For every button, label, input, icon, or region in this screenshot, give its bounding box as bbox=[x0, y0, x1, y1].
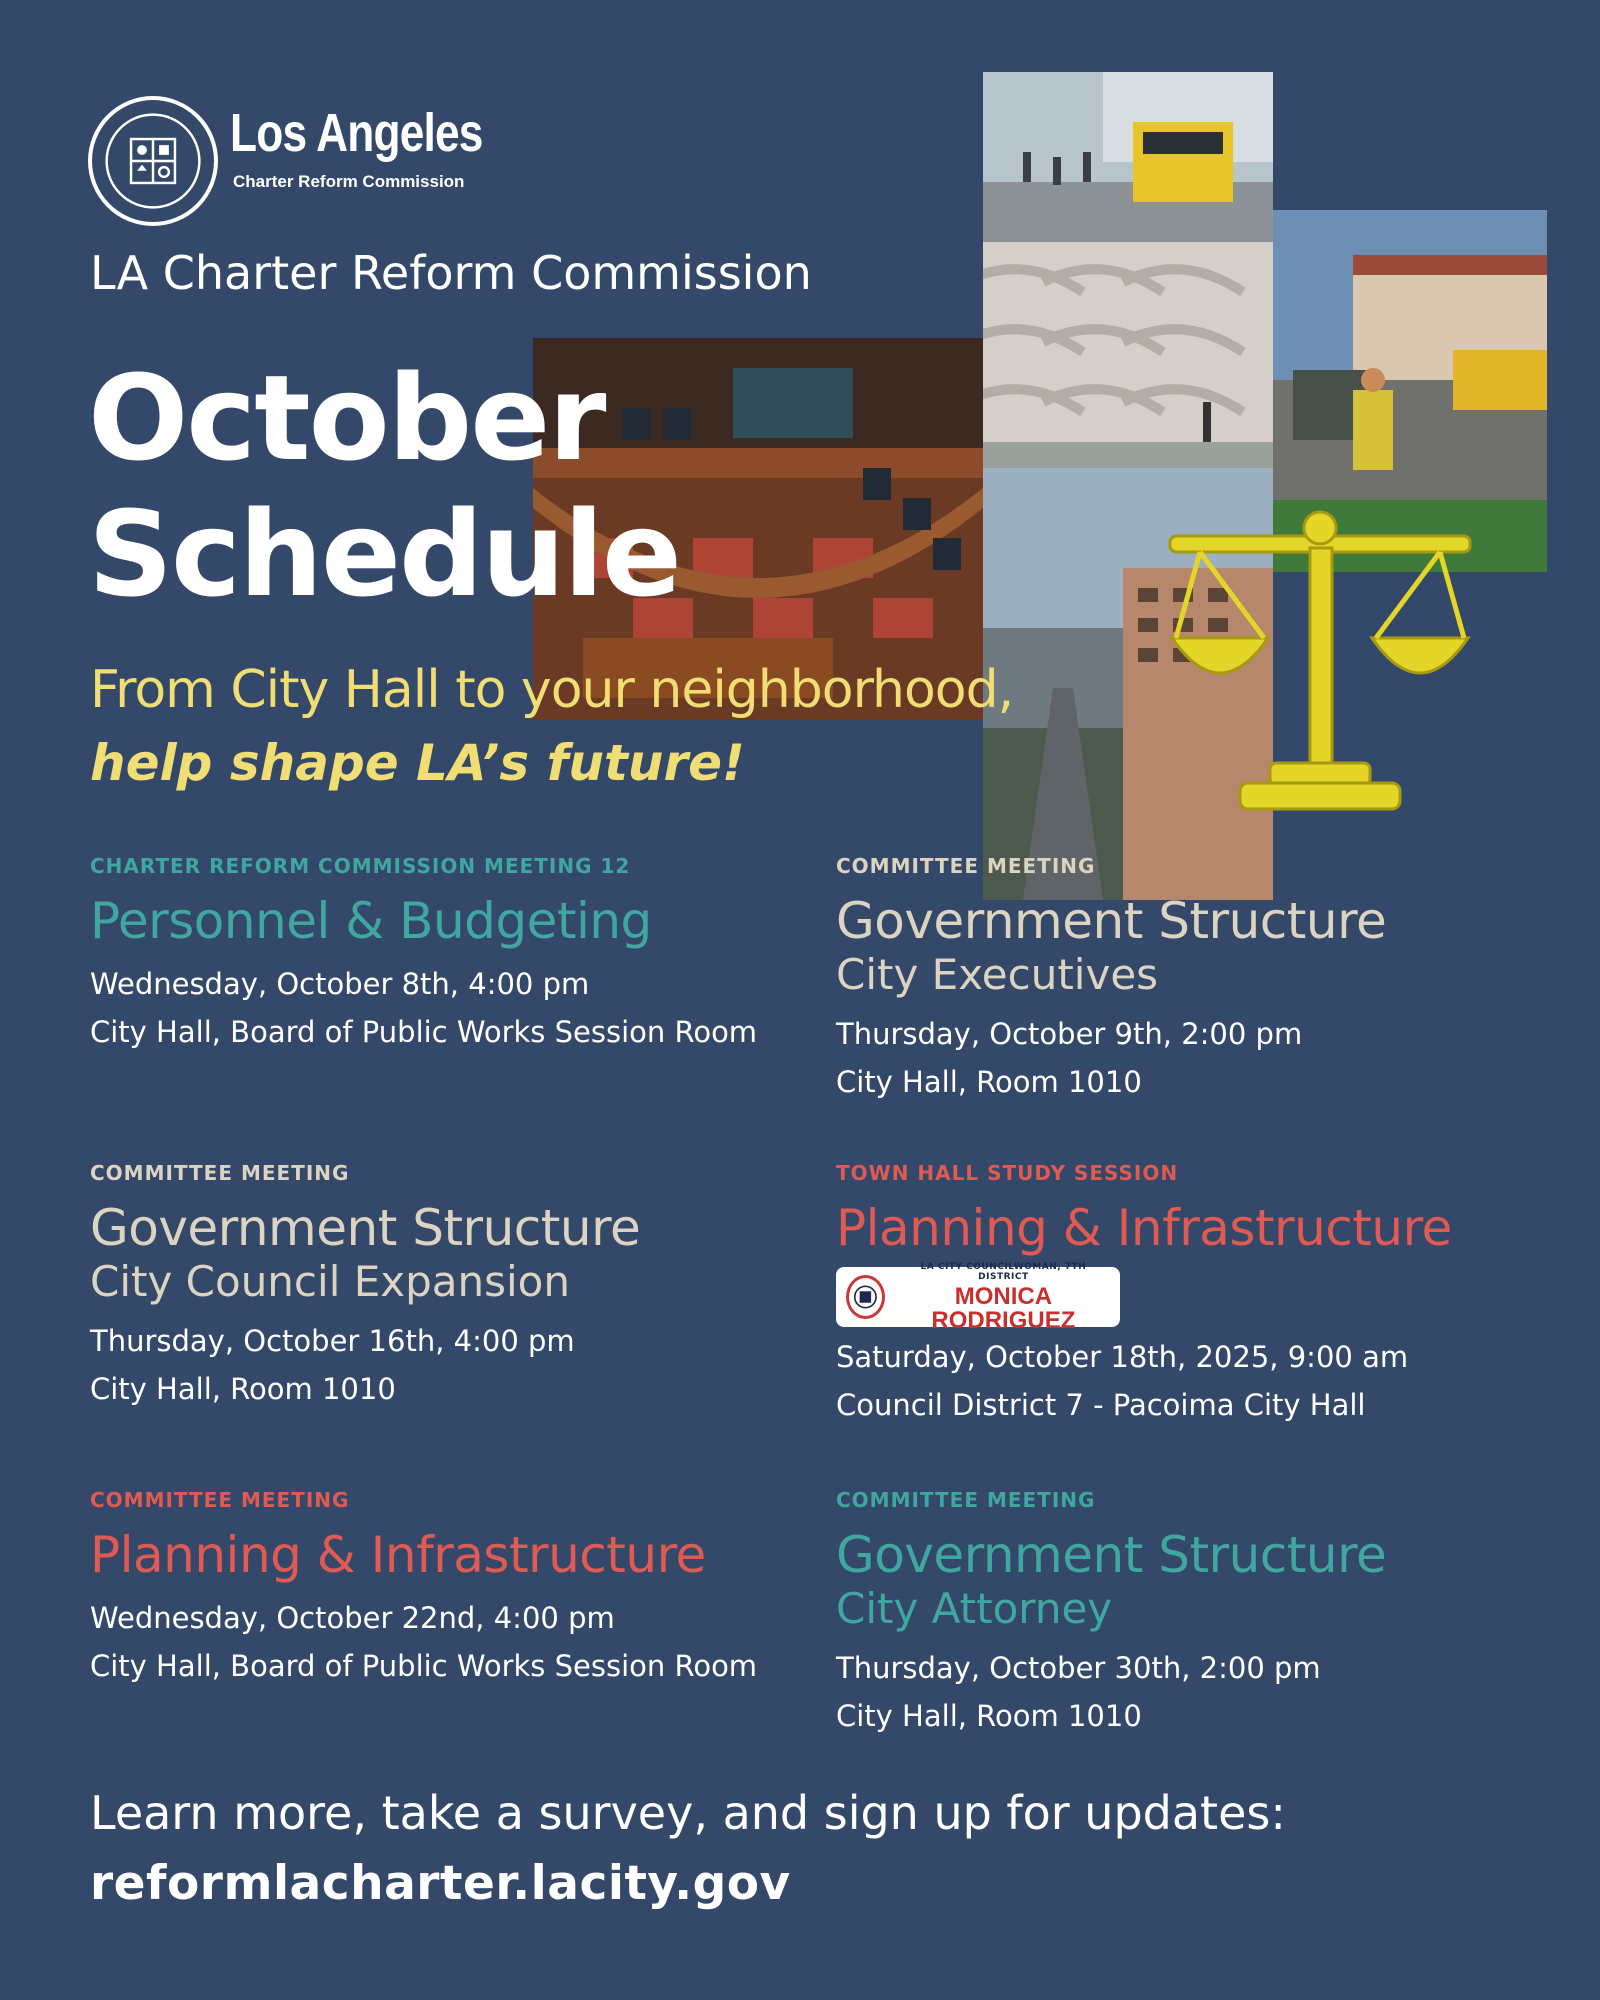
event-kicker: COMMITTEE MEETING bbox=[836, 1488, 1096, 1512]
headline bbox=[88, 350, 680, 622]
city-seal-icon bbox=[88, 96, 218, 226]
event-kicker: CHARTER REFORM COMMISSION MEETING 12 bbox=[90, 854, 631, 878]
event-title: Government Structure bbox=[836, 1526, 1387, 1584]
event-title: Government Structure bbox=[836, 892, 1387, 950]
event-card bbox=[836, 1490, 1556, 1740]
event-kicker: TOWN HALL STUDY SESSION bbox=[836, 1161, 1179, 1185]
museum-facade-photo bbox=[983, 242, 1273, 468]
event-card bbox=[836, 1163, 1556, 1429]
event-date: Thursday, October 30th, 2:00 pm bbox=[836, 1651, 1321, 1685]
badge-name: MONICA RODRIGUEZ bbox=[931, 1282, 1076, 1334]
event-date: Wednesday, October 8th, 4:00 pm bbox=[90, 967, 590, 1001]
event-kicker: COMMITTEE MEETING bbox=[90, 1161, 350, 1185]
event-title: Government Structure bbox=[90, 1199, 641, 1257]
badge-role: LA CITY COUNCILWOMAN, 7TH DISTRICT bbox=[920, 1261, 1087, 1282]
scales-of-justice-icon bbox=[1160, 508, 1500, 828]
event-card bbox=[90, 856, 810, 1056]
headline-line-2: Schedule bbox=[88, 485, 680, 623]
event-location: City Hall, Board of Public Works Session Room bbox=[90, 1015, 758, 1049]
event-date: Thursday, October 9th, 2:00 pm bbox=[836, 1017, 1303, 1051]
headline-line-1: October bbox=[88, 349, 605, 487]
event-location: City Hall, Board of Public Works Session Room bbox=[90, 1649, 758, 1683]
event-subtitle: City Executives bbox=[836, 950, 1159, 999]
event-date: Thursday, October 16th, 4:00 pm bbox=[90, 1324, 575, 1358]
metro-train-photo bbox=[983, 72, 1273, 242]
org-title: LA Charter Reform Commission bbox=[90, 246, 812, 300]
event-card bbox=[90, 1490, 810, 1690]
logo-city-name: Los Angeles bbox=[230, 103, 483, 163]
event-title: Planning & Infrastructure bbox=[836, 1199, 1452, 1257]
event-card bbox=[90, 1163, 810, 1413]
event-kicker: COMMITTEE MEETING bbox=[90, 1488, 350, 1512]
event-subtitle: City Council Expansion bbox=[90, 1257, 570, 1306]
event-title: Personnel & Budgeting bbox=[90, 892, 652, 950]
event-date: Wednesday, October 22nd, 4:00 pm bbox=[90, 1601, 615, 1635]
tagline-line-1: From City Hall to your neighborhood, bbox=[90, 660, 1014, 720]
event-location: City Hall, Room 1010 bbox=[90, 1372, 396, 1406]
event-location: City Hall, Room 1010 bbox=[836, 1065, 1142, 1099]
event-title: Planning & Infrastructure bbox=[90, 1526, 706, 1584]
website-link[interactable]: reformlacharter.lacity.gov bbox=[90, 1856, 791, 1911]
tagline-line-2: help shape LA’s future! bbox=[90, 734, 745, 792]
event-card bbox=[836, 856, 1556, 1106]
councilwoman-badge bbox=[836, 1261, 1120, 1334]
event-subtitle: City Attorney bbox=[836, 1584, 1113, 1633]
logo-subtitle: Charter Reform Commission bbox=[233, 172, 465, 191]
event-date: Saturday, October 18th, 2025, 9:00 am bbox=[836, 1340, 1409, 1374]
event-kicker: COMMITTEE MEETING bbox=[836, 854, 1096, 878]
event-location: Council District 7 - Pacoima City Hall bbox=[836, 1388, 1366, 1422]
council-seal-icon bbox=[846, 1275, 885, 1319]
event-location: City Hall, Room 1010 bbox=[836, 1699, 1142, 1733]
footer-cta: Learn more, take a survey, and sign up for updates: bbox=[90, 1786, 1286, 1840]
